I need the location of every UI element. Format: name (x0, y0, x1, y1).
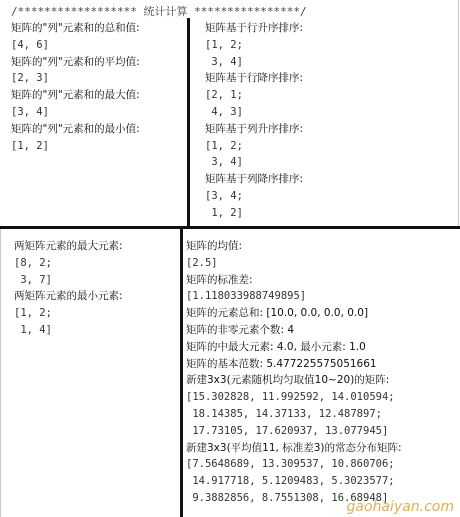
top_left-label: 矩阵的"列"元素和的总和值: (11, 22, 140, 34)
bottom_left-value-line: 1, 4] (14, 323, 52, 336)
bottom_left-label: 两矩阵元素的最小元素: (14, 290, 123, 303)
top_right-label: 矩阵基于列升序排序: (205, 122, 304, 135)
bottom_right-value-line: [1.118033988749895] (186, 290, 307, 303)
bottom_left-value-line: 3, 7] (14, 273, 52, 286)
top_right-label: 矩阵基于行升序排序: (205, 22, 304, 34)
top_right-value-line: [2, 1; (205, 89, 243, 102)
top-left-panel (11, 20, 140, 154)
bottom-left-panel (14, 238, 123, 339)
top_right-value-line: [1, 2; (205, 139, 243, 152)
top_right-value-line: 4, 3] (205, 105, 243, 118)
bottom_left-value-line: [8, 2; (14, 256, 52, 269)
bottom_right-label: 矩阵的非零元素个数: 4 (186, 323, 295, 336)
top_right-label: 矩阵基于列降序排序: (205, 173, 304, 186)
top_right-value-line: 3, 4] (205, 55, 243, 68)
panel-border-top-right (458, 0, 459, 226)
top_left-label: 矩阵的"列"元素和的最小值: (11, 122, 140, 135)
top_left-label: 矩阵的"列"元素和的最大值: (11, 89, 140, 102)
bottom_right-label: 矩阵的均值: (186, 240, 243, 252)
top_left-label: 矩阵的"列"元素和的平均值: (11, 55, 140, 68)
top_right-label: 矩阵基于行降序排序: (205, 72, 304, 85)
top_right-value-line: [1, 2; (205, 38, 243, 51)
top_right-value-line: 1, 2] (205, 206, 243, 219)
bottom_right-value-line: 18.14385, 14.37133, 12.487897; (186, 407, 382, 420)
console-header: /****************** 统计计算 ****************/ (11, 5, 307, 18)
bottom_right-label: 矩阵的标准差: (186, 273, 253, 286)
bottom_right-label: 矩阵的基本范数: 5.477225575051661 (186, 357, 377, 370)
bottom_right-label: 新建3x3(元素随机均匀取值10~20)的矩阵: (186, 374, 390, 387)
divider-vertical (187, 18, 190, 226)
divider-horizontal (0, 226, 460, 229)
bottom_left-label: 两矩阵元素的最大元素: (14, 240, 123, 252)
top_right-value-line: [3, 4; (205, 189, 243, 202)
bottom_right-label: 矩阵的元素总和: [10.0, 0.0, 0.0, 0.0] (186, 307, 369, 320)
bottom_left-value-line: [1, 2; (14, 307, 52, 320)
bottom_right-value-line: 17.73105, 17.620937, 13.077945] (186, 424, 389, 437)
bottom_right-value-line: 14.917718, 5.1209483, 5.3023577; (186, 475, 395, 488)
divider-vertical-lower (180, 229, 183, 517)
bottom_right-label: 新建3x3(平均值11, 标准差3)的常态分布矩阵: (186, 441, 402, 454)
top_left-value-line: [3, 4] (11, 105, 49, 118)
bottom-right-panel (186, 238, 402, 507)
panel-border-bottom-left (0, 229, 1, 517)
bottom_right-value-line: 9.3882856, 8.7551308, 16.68948] (186, 491, 389, 504)
watermark: gaohaiyan.com (346, 499, 454, 515)
top_left-value-line: [4, 6] (11, 38, 49, 51)
bottom_right-value-line: [15.302828, 11.992592, 14.010594; (186, 391, 395, 404)
top_left-value-line: [1, 2] (11, 139, 49, 152)
top-right-panel (205, 20, 303, 222)
top_right-value-line: 3, 4] (205, 156, 243, 169)
bottom_right-value-line: [2.5] (186, 256, 218, 269)
bottom_right-value-line: [7.5648689, 13.309537, 10.860706; (186, 458, 395, 471)
top_left-value-line: [2, 3] (11, 72, 49, 85)
bottom_right-label: 矩阵的中最大元素: 4.0, 最小元素: 1.0 (186, 340, 366, 353)
